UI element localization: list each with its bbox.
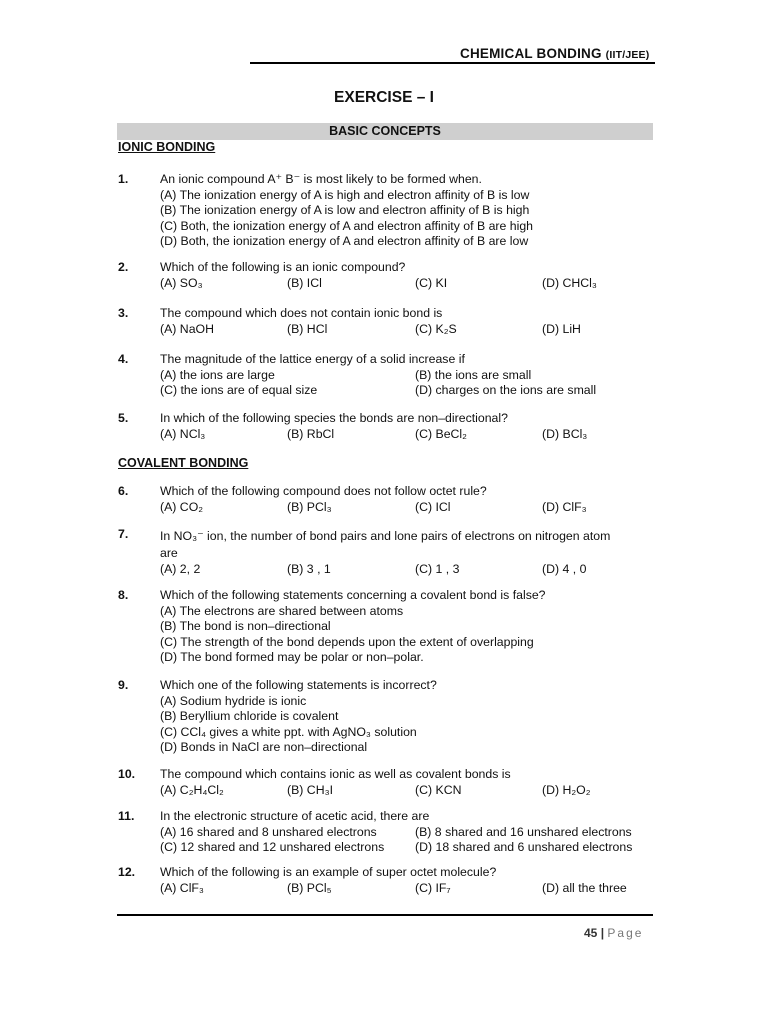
question-12 (118, 865, 658, 896)
option-a: (A) 16 shared and 8 unshared electrons (160, 824, 377, 839)
option-d: (D) CHCl₃ (542, 275, 597, 290)
option-d: (D) ClF₃ (542, 499, 587, 514)
question-stem: An ionic compound A⁺ B⁻ is most likely to be formed when. (160, 172, 482, 186)
question-stem: Which of the following compound does not follow octet rule? (160, 484, 487, 498)
question-number: 6. (118, 484, 129, 498)
exercise-title: EXERCISE – I (334, 89, 434, 106)
option-b: (B) 8 shared and 16 unshared electrons (415, 824, 632, 839)
page-label: Page (607, 926, 644, 940)
option-b: (B) Beryllium chloride is covalent (160, 709, 339, 724)
question-4 (118, 352, 658, 399)
question-number: 12. (118, 865, 136, 879)
option-a: (A) SO₃ (160, 275, 203, 290)
option-b: (B) PCl₅ (287, 880, 332, 895)
option-c: (C) ICl (415, 499, 451, 514)
option-d: (D) H₂O₂ (542, 782, 591, 797)
option-b: (B) 3 , 1 (287, 561, 331, 576)
option-c: (C) IF₇ (415, 880, 451, 895)
question-7 (118, 527, 658, 577)
question-number: 2. (118, 260, 129, 274)
question-3 (118, 306, 658, 337)
question-number: 7. (118, 527, 129, 541)
option-a: (A) NaOH (160, 321, 214, 336)
question-number: 3. (118, 306, 129, 320)
option-d: (D) The bond formed may be polar or non–polar. (160, 650, 424, 665)
option-c: (C) KCN (415, 782, 462, 797)
option-a: (A) CO₂ (160, 499, 204, 514)
page-number: 45 (584, 926, 598, 940)
section-ionic-bonding: IONIC BONDING (118, 140, 216, 154)
option-b: (B) CH₃I (287, 782, 333, 797)
option-a: (A) The electrons are shared between atoms (160, 603, 404, 618)
question-number: 10. (118, 767, 136, 781)
question-stem: Which of the following is an example of super octet molecule? (160, 865, 497, 879)
question-stem: Which one of the following statements is incorrect? (160, 678, 437, 692)
option-c: (C) K₂S (415, 321, 457, 336)
page-footer (584, 926, 643, 940)
header-rule (250, 62, 655, 64)
question-number: 9. (118, 678, 129, 692)
chapter-title-main: CHEMICAL BONDING (460, 46, 602, 61)
option-c: (C) 1 , 3 (415, 561, 460, 576)
option-b: (B) The bond is non–directional (160, 619, 331, 634)
question-1 (118, 172, 658, 250)
option-d: (D) Bonds in NaCl are non–directional (160, 740, 368, 755)
question-11 (118, 809, 658, 856)
question-10 (118, 767, 658, 798)
basic-concepts-title: BASIC CONCEPTS (329, 124, 441, 138)
option-a: (A) The ionization energy of A is high and electron affinity of B is low (160, 187, 530, 202)
question-9 (118, 678, 658, 756)
footer-rule (117, 914, 653, 916)
option-c: (C) Both, the ionization energy of A and electron affinity of B are high (160, 218, 534, 233)
question-stem: The magnitude of the lattice energy of a solid increase if (160, 352, 465, 366)
question-stem: In which of the following species the bonds are non–directional? (160, 411, 508, 425)
question-2 (118, 260, 658, 291)
option-a: (A) ClF₃ (160, 880, 204, 895)
question-5 (118, 411, 658, 442)
question-8 (118, 588, 658, 666)
option-b: (B) RbCl (287, 426, 335, 441)
option-d: (D) 4 , 0 (542, 561, 587, 576)
option-a: (A) C₂H₄Cl₂ (160, 782, 224, 797)
option-b: (B) The ionization energy of A is low and electron affinity of B is high (160, 203, 530, 218)
question-stem-continued: are (160, 546, 178, 560)
question-stem: The compound which does not contain ionic bond is (160, 306, 443, 320)
option-b: (B) HCl (287, 321, 328, 336)
option-b: (B) the ions are small (415, 367, 532, 382)
option-a: (A) the ions are large (160, 367, 275, 382)
option-c: (C) the ions are of equal size (160, 383, 318, 398)
option-d: (D) all the three (542, 880, 627, 895)
option-c: (C) 12 shared and 12 unshared electrons (160, 840, 385, 855)
option-d: (D) 18 shared and 6 unshared electrons (415, 840, 633, 855)
option-c: (C) The strength of the bond depends upon the extent of overlapping (160, 634, 534, 649)
question-number: 8. (118, 588, 129, 602)
option-b: (B) PCl₃ (287, 499, 332, 514)
question-number: 1. (118, 172, 129, 186)
option-a: (A) NCl₃ (160, 426, 206, 441)
question-stem: Which of the following is an ionic compound? (160, 260, 406, 274)
section-covalent-bonding: COVALENT BONDING (118, 456, 249, 470)
option-d: (D) LiH (542, 321, 581, 336)
option-b: (B) ICl (287, 275, 322, 290)
basic-concepts-band (117, 123, 653, 140)
question-number: 11. (118, 809, 135, 823)
question-stem: Which of the following statements concerning a covalent bond is false? (160, 588, 546, 602)
option-c: (C) KI (415, 275, 448, 290)
option-a: (A) 2, 2 (160, 561, 201, 576)
question-stem: In NO₃⁻ ion, the number of bond pairs and lone pairs of electrons on nitrogen atom (160, 529, 611, 543)
question-stem: In the electronic structure of acetic acid, there are (160, 809, 430, 823)
chapter-title-sub: (IIT/JEE) (605, 49, 650, 61)
option-d: (D) BCl₃ (542, 426, 588, 441)
question-6 (118, 484, 658, 515)
chapter-title (460, 46, 649, 61)
option-d: (D) Both, the ionization energy of A and electron affinity of B are low (160, 234, 529, 249)
option-d: (D) charges on the ions are small (415, 383, 597, 398)
option-c: (C) BeCl₂ (415, 426, 467, 441)
question-stem: The compound which contains ionic as well as covalent bonds is (160, 767, 511, 781)
page-separator: | (600, 926, 605, 940)
question-number: 4. (118, 352, 129, 366)
option-c: (C) CCl₄ gives a white ppt. with AgNO₃ solution (160, 724, 417, 739)
question-number: 5. (118, 411, 129, 425)
option-a: (A) Sodium hydride is ionic (160, 693, 307, 708)
